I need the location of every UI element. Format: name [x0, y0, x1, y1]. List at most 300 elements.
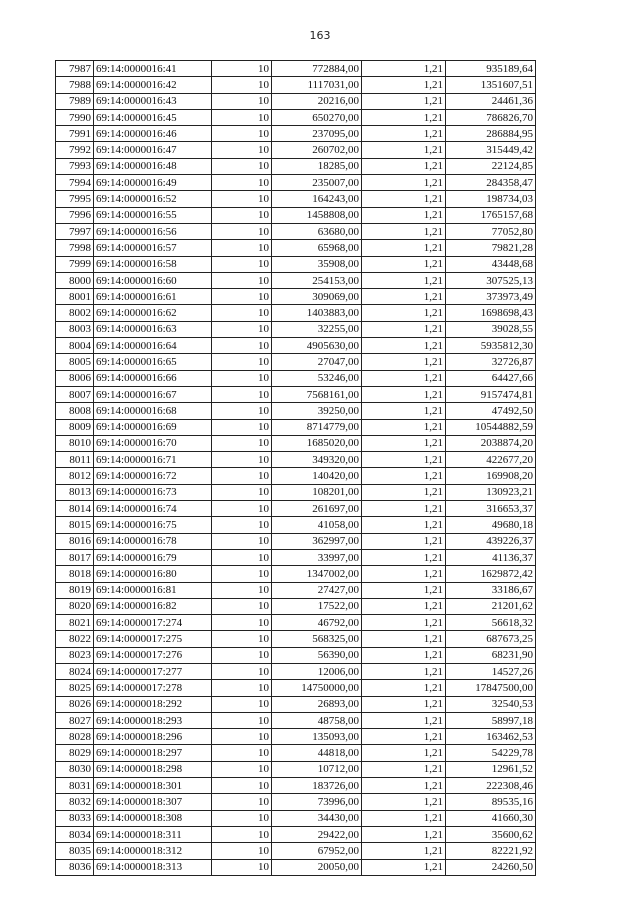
code-cell: 10	[212, 289, 272, 305]
coefficient-cell: 1,21	[362, 93, 446, 109]
cadastral-number-cell: 69:14:0000016:80	[94, 566, 212, 582]
table-row	[56, 712, 536, 728]
coefficient-cell: 1,21	[362, 142, 446, 158]
cadastral-value-cell: 254153,00	[272, 272, 362, 288]
cadastral-number-cell: 69:14:0000018:311	[94, 826, 212, 842]
code-cell: 10	[212, 175, 272, 191]
result-value-cell: 439226,37	[446, 533, 536, 549]
result-value-cell: 39028,55	[446, 321, 536, 337]
cadastral-number-cell: 69:14:0000018:292	[94, 696, 212, 712]
table-row	[56, 386, 536, 402]
coefficient-cell: 1,21	[362, 419, 446, 435]
code-cell: 10	[212, 354, 272, 370]
code-cell: 10	[212, 810, 272, 826]
cadastral-number-cell: 69:14:0000016:78	[94, 533, 212, 549]
result-value-cell: 316653,37	[446, 501, 536, 517]
coefficient-cell: 1,21	[362, 109, 446, 125]
cadastral-value-cell: 261697,00	[272, 501, 362, 517]
cadastral-number-cell: 69:14:0000016:75	[94, 517, 212, 533]
code-cell: 10	[212, 712, 272, 728]
cadastral-number-cell: 69:14:0000018:293	[94, 712, 212, 728]
coefficient-cell: 1,21	[362, 549, 446, 565]
result-value-cell: 1351607,51	[446, 77, 536, 93]
code-cell: 10	[212, 191, 272, 207]
code-cell: 10	[212, 61, 272, 77]
row-number-cell: 7989	[56, 93, 94, 109]
code-cell: 10	[212, 566, 272, 582]
cadastral-value-cell: 32255,00	[272, 321, 362, 337]
table-row	[56, 810, 536, 826]
cadastral-number-cell: 69:14:0000016:82	[94, 598, 212, 614]
cadastral-number-cell: 69:14:0000016:62	[94, 305, 212, 321]
coefficient-cell: 1,21	[362, 207, 446, 223]
cadastral-value-cell: 46792,00	[272, 615, 362, 631]
row-number-cell: 8008	[56, 403, 94, 419]
code-cell: 10	[212, 142, 272, 158]
coefficient-cell: 1,21	[362, 435, 446, 451]
coefficient-cell: 1,21	[362, 566, 446, 582]
row-number-cell: 8002	[56, 305, 94, 321]
coefficient-cell: 1,21	[362, 729, 446, 745]
coefficient-cell: 1,21	[362, 240, 446, 256]
cadastral-value-cell: 140420,00	[272, 468, 362, 484]
coefficient-cell: 1,21	[362, 338, 446, 354]
table-row	[56, 598, 536, 614]
row-number-cell: 8003	[56, 321, 94, 337]
coefficient-cell: 1,21	[362, 712, 446, 728]
result-value-cell: 315449,42	[446, 142, 536, 158]
cadastral-number-cell: 69:14:0000016:68	[94, 403, 212, 419]
cadastral-value-cell: 35908,00	[272, 256, 362, 272]
row-number-cell: 7996	[56, 207, 94, 223]
row-number-cell: 7988	[56, 77, 94, 93]
cadastral-number-cell: 69:14:0000018:313	[94, 859, 212, 875]
code-cell: 10	[212, 696, 272, 712]
cadastral-number-cell: 69:14:0000016:65	[94, 354, 212, 370]
code-cell: 10	[212, 240, 272, 256]
result-value-cell: 198734,03	[446, 191, 536, 207]
cadastral-value-cell: 65968,00	[272, 240, 362, 256]
cadastral-value-cell: 1347002,00	[272, 566, 362, 582]
cadastral-number-cell: 69:14:0000016:52	[94, 191, 212, 207]
cadastral-value-cell: 41058,00	[272, 517, 362, 533]
coefficient-cell: 1,21	[362, 126, 446, 142]
row-number-cell: 8007	[56, 386, 94, 402]
row-number-cell: 7987	[56, 61, 94, 77]
coefficient-cell: 1,21	[362, 517, 446, 533]
code-cell: 10	[212, 403, 272, 419]
table-row	[56, 207, 536, 223]
row-number-cell: 8014	[56, 501, 94, 517]
code-cell: 10	[212, 761, 272, 777]
result-value-cell: 64427,66	[446, 370, 536, 386]
coefficient-cell: 1,21	[362, 223, 446, 239]
cadastral-value-cell: 39250,00	[272, 403, 362, 419]
cadastral-number-cell: 69:14:0000018:301	[94, 778, 212, 794]
table-row	[56, 843, 536, 859]
cadastral-number-cell: 69:14:0000016:45	[94, 109, 212, 125]
row-number-cell: 8017	[56, 549, 94, 565]
row-number-cell: 7992	[56, 142, 94, 158]
table-row	[56, 696, 536, 712]
code-cell: 10	[212, 615, 272, 631]
row-number-cell: 8033	[56, 810, 94, 826]
cadastral-number-cell: 69:14:0000016:64	[94, 338, 212, 354]
cadastral-number-cell: 69:14:0000018:296	[94, 729, 212, 745]
coefficient-cell: 1,21	[362, 843, 446, 859]
coefficient-cell: 1,21	[362, 859, 446, 875]
cadastral-value-cell: 20050,00	[272, 859, 362, 875]
code-cell: 10	[212, 794, 272, 810]
cadastral-number-cell: 69:14:0000016:58	[94, 256, 212, 272]
cadastral-value-cell: 34430,00	[272, 810, 362, 826]
coefficient-cell: 1,21	[362, 663, 446, 679]
table-row	[56, 631, 536, 647]
result-value-cell: 1765157,68	[446, 207, 536, 223]
cadastral-number-cell: 69:14:0000016:41	[94, 61, 212, 77]
code-cell: 10	[212, 598, 272, 614]
cadastral-value-cell: 108201,00	[272, 484, 362, 500]
result-value-cell: 21201,62	[446, 598, 536, 614]
table-row	[56, 452, 536, 468]
cadastral-value-cell: 650270,00	[272, 109, 362, 125]
table-row	[56, 745, 536, 761]
cadastral-number-cell: 69:14:0000016:56	[94, 223, 212, 239]
row-number-cell: 8000	[56, 272, 94, 288]
coefficient-cell: 1,21	[362, 778, 446, 794]
code-cell: 10	[212, 680, 272, 696]
table-row	[56, 142, 536, 158]
table-row	[56, 582, 536, 598]
cadastral-number-cell: 69:14:0000016:71	[94, 452, 212, 468]
row-number-cell: 8020	[56, 598, 94, 614]
row-number-cell: 8035	[56, 843, 94, 859]
table-row	[56, 501, 536, 517]
row-number-cell: 8021	[56, 615, 94, 631]
coefficient-cell: 1,21	[362, 745, 446, 761]
code-cell: 10	[212, 272, 272, 288]
table-row	[56, 93, 536, 109]
code-cell: 10	[212, 77, 272, 93]
cadastral-number-cell: 69:14:0000016:79	[94, 549, 212, 565]
cadastral-number-cell: 69:14:0000016:47	[94, 142, 212, 158]
result-value-cell: 307525,13	[446, 272, 536, 288]
cadastral-value-cell: 1117031,00	[272, 77, 362, 93]
table-row	[56, 794, 536, 810]
page-number: 163	[309, 29, 331, 42]
cadastral-value-cell: 235007,00	[272, 175, 362, 191]
coefficient-cell: 1,21	[362, 191, 446, 207]
row-number-cell: 8010	[56, 435, 94, 451]
code-cell: 10	[212, 549, 272, 565]
row-number-cell: 8029	[56, 745, 94, 761]
result-value-cell: 5935812,30	[446, 338, 536, 354]
result-value-cell: 35600,62	[446, 826, 536, 842]
table-row	[56, 517, 536, 533]
table-row	[56, 403, 536, 419]
code-cell: 10	[212, 158, 272, 174]
row-number-cell: 7998	[56, 240, 94, 256]
cadastral-number-cell: 69:14:0000016:60	[94, 272, 212, 288]
row-number-cell: 8028	[56, 729, 94, 745]
coefficient-cell: 1,21	[362, 403, 446, 419]
table-row	[56, 468, 536, 484]
cadastral-number-cell: 69:14:0000016:57	[94, 240, 212, 256]
row-number-cell: 8012	[56, 468, 94, 484]
code-cell: 10	[212, 338, 272, 354]
table-body	[56, 61, 536, 876]
cadastral-value-cell: 4905630,00	[272, 338, 362, 354]
cadastral-value-cell: 362997,00	[272, 533, 362, 549]
result-value-cell: 687673,25	[446, 631, 536, 647]
cadastral-value-cell: 44818,00	[272, 745, 362, 761]
cadastral-number-cell: 69:14:0000018:297	[94, 745, 212, 761]
table-row	[56, 484, 536, 500]
row-number-cell: 8005	[56, 354, 94, 370]
result-value-cell: 373973,49	[446, 289, 536, 305]
code-cell: 10	[212, 468, 272, 484]
coefficient-cell: 1,21	[362, 256, 446, 272]
code-cell: 10	[212, 729, 272, 745]
result-value-cell: 68231,90	[446, 647, 536, 663]
cadastral-value-cell: 568325,00	[272, 631, 362, 647]
result-value-cell: 286884,95	[446, 126, 536, 142]
coefficient-cell: 1,21	[362, 354, 446, 370]
cadastral-value-cell: 135093,00	[272, 729, 362, 745]
cadastral-value-cell: 53246,00	[272, 370, 362, 386]
table-row	[56, 647, 536, 663]
table-row	[56, 240, 536, 256]
code-cell: 10	[212, 582, 272, 598]
row-number-cell: 8001	[56, 289, 94, 305]
result-value-cell: 32540,53	[446, 696, 536, 712]
code-cell: 10	[212, 859, 272, 875]
code-cell: 10	[212, 93, 272, 109]
result-value-cell: 33186,67	[446, 582, 536, 598]
coefficient-cell: 1,21	[362, 533, 446, 549]
code-cell: 10	[212, 435, 272, 451]
cadastral-number-cell: 69:14:0000016:49	[94, 175, 212, 191]
row-number-cell: 8024	[56, 663, 94, 679]
cadastral-number-cell: 69:14:0000016:73	[94, 484, 212, 500]
row-number-cell: 8027	[56, 712, 94, 728]
table-row	[56, 566, 536, 582]
result-value-cell: 169908,20	[446, 468, 536, 484]
coefficient-cell: 1,21	[362, 61, 446, 77]
row-number-cell: 7995	[56, 191, 94, 207]
result-value-cell: 58997,18	[446, 712, 536, 728]
row-number-cell: 7999	[56, 256, 94, 272]
result-value-cell: 163462,53	[446, 729, 536, 745]
code-cell: 10	[212, 517, 272, 533]
coefficient-cell: 1,21	[362, 305, 446, 321]
row-number-cell: 8011	[56, 452, 94, 468]
result-value-cell: 10544882,59	[446, 419, 536, 435]
coefficient-cell: 1,21	[362, 810, 446, 826]
code-cell: 10	[212, 419, 272, 435]
coefficient-cell: 1,21	[362, 484, 446, 500]
coefficient-cell: 1,21	[362, 631, 446, 647]
cadastral-value-cell: 63680,00	[272, 223, 362, 239]
result-value-cell: 284358,47	[446, 175, 536, 191]
cadastral-value-cell: 349320,00	[272, 452, 362, 468]
code-cell: 10	[212, 223, 272, 239]
cadastral-number-cell: 69:14:0000018:298	[94, 761, 212, 777]
row-number-cell: 8006	[56, 370, 94, 386]
cadastral-number-cell: 69:14:0000016:43	[94, 93, 212, 109]
table-row	[56, 419, 536, 435]
table-row	[56, 289, 536, 305]
result-value-cell: 1698698,43	[446, 305, 536, 321]
table-row	[56, 778, 536, 794]
coefficient-cell: 1,21	[362, 501, 446, 517]
cadastral-value-cell: 27047,00	[272, 354, 362, 370]
row-number-cell: 7991	[56, 126, 94, 142]
row-number-cell: 8030	[56, 761, 94, 777]
row-number-cell: 8019	[56, 582, 94, 598]
code-cell: 10	[212, 370, 272, 386]
code-cell: 10	[212, 207, 272, 223]
cadastral-number-cell: 69:14:0000016:46	[94, 126, 212, 142]
result-value-cell: 14527,26	[446, 663, 536, 679]
row-number-cell: 8022	[56, 631, 94, 647]
code-cell: 10	[212, 826, 272, 842]
code-cell: 10	[212, 533, 272, 549]
cadastral-value-cell: 1685020,00	[272, 435, 362, 451]
row-number-cell: 7994	[56, 175, 94, 191]
result-value-cell: 12961,52	[446, 761, 536, 777]
code-cell: 10	[212, 647, 272, 663]
cadastral-value-cell: 27427,00	[272, 582, 362, 598]
cadastral-value-cell: 67952,00	[272, 843, 362, 859]
cadastral-number-cell: 69:14:0000016:69	[94, 419, 212, 435]
row-number-cell: 8004	[56, 338, 94, 354]
result-value-cell: 24461,36	[446, 93, 536, 109]
result-value-cell: 41136,37	[446, 549, 536, 565]
result-value-cell: 41660,30	[446, 810, 536, 826]
coefficient-cell: 1,21	[362, 452, 446, 468]
cadastral-number-cell: 69:14:0000017:278	[94, 680, 212, 696]
code-cell: 10	[212, 109, 272, 125]
coefficient-cell: 1,21	[362, 77, 446, 93]
cadastral-number-cell: 69:14:0000016:48	[94, 158, 212, 174]
table-row	[56, 826, 536, 842]
cadastral-value-cell: 772884,00	[272, 61, 362, 77]
table-row	[56, 191, 536, 207]
coefficient-cell: 1,21	[362, 794, 446, 810]
table-row	[56, 533, 536, 549]
code-cell: 10	[212, 126, 272, 142]
cadastral-number-cell: 69:14:0000017:275	[94, 631, 212, 647]
cadastral-number-cell: 69:14:0000016:66	[94, 370, 212, 386]
code-cell: 10	[212, 305, 272, 321]
table-row	[56, 615, 536, 631]
row-number-cell: 8036	[56, 859, 94, 875]
table-row	[56, 256, 536, 272]
result-value-cell: 17847500,00	[446, 680, 536, 696]
cadastral-number-cell: 69:14:0000016:42	[94, 77, 212, 93]
coefficient-cell: 1,21	[362, 272, 446, 288]
cadastral-value-cell: 26893,00	[272, 696, 362, 712]
cadastral-value-cell: 56390,00	[272, 647, 362, 663]
row-number-cell: 7997	[56, 223, 94, 239]
cadastral-number-cell: 69:14:0000017:277	[94, 663, 212, 679]
code-cell: 10	[212, 256, 272, 272]
cadastral-number-cell: 69:14:0000016:61	[94, 289, 212, 305]
cadastral-value-cell: 48758,00	[272, 712, 362, 728]
cadastral-value-cell: 20216,00	[272, 93, 362, 109]
table-row	[56, 77, 536, 93]
row-number-cell: 8026	[56, 696, 94, 712]
table-row	[56, 354, 536, 370]
row-number-cell: 8031	[56, 778, 94, 794]
table-row	[56, 223, 536, 239]
cadastral-value-table	[55, 60, 536, 876]
row-number-cell: 8009	[56, 419, 94, 435]
row-number-cell: 7993	[56, 158, 94, 174]
code-cell: 10	[212, 321, 272, 337]
result-value-cell: 54229,78	[446, 745, 536, 761]
table-row	[56, 761, 536, 777]
result-value-cell: 24260,50	[446, 859, 536, 875]
result-value-cell: 32726,87	[446, 354, 536, 370]
coefficient-cell: 1,21	[362, 468, 446, 484]
cadastral-number-cell: 69:14:0000016:63	[94, 321, 212, 337]
cadastral-number-cell: 69:14:0000017:276	[94, 647, 212, 663]
coefficient-cell: 1,21	[362, 680, 446, 696]
cadastral-number-cell: 69:14:0000016:81	[94, 582, 212, 598]
cadastral-value-cell: 10712,00	[272, 761, 362, 777]
coefficient-cell: 1,21	[362, 696, 446, 712]
result-value-cell: 422677,20	[446, 452, 536, 468]
coefficient-cell: 1,21	[362, 761, 446, 777]
cadastral-value-cell: 7568161,00	[272, 386, 362, 402]
table-row	[56, 663, 536, 679]
cadastral-value-cell: 14750000,00	[272, 680, 362, 696]
cadastral-value-cell: 18285,00	[272, 158, 362, 174]
cadastral-number-cell: 69:14:0000016:74	[94, 501, 212, 517]
cadastral-number-cell: 69:14:0000016:67	[94, 386, 212, 402]
cadastral-value-cell: 12006,00	[272, 663, 362, 679]
cadastral-value-cell: 33997,00	[272, 549, 362, 565]
result-value-cell: 56618,32	[446, 615, 536, 631]
cadastral-value-cell: 183726,00	[272, 778, 362, 794]
coefficient-cell: 1,21	[362, 582, 446, 598]
cadastral-value-cell: 237095,00	[272, 126, 362, 142]
code-cell: 10	[212, 501, 272, 517]
coefficient-cell: 1,21	[362, 647, 446, 663]
code-cell: 10	[212, 631, 272, 647]
code-cell: 10	[212, 484, 272, 500]
cadastral-value-cell: 260702,00	[272, 142, 362, 158]
row-number-cell: 8025	[56, 680, 94, 696]
result-value-cell: 89535,16	[446, 794, 536, 810]
result-value-cell: 786826,70	[446, 109, 536, 125]
table-row	[56, 158, 536, 174]
code-cell: 10	[212, 386, 272, 402]
cadastral-value-cell: 73996,00	[272, 794, 362, 810]
table-row	[56, 549, 536, 565]
cadastral-value-cell: 17522,00	[272, 598, 362, 614]
cadastral-number-cell: 69:14:0000016:70	[94, 435, 212, 451]
row-number-cell: 8016	[56, 533, 94, 549]
table-row	[56, 859, 536, 875]
code-cell: 10	[212, 663, 272, 679]
coefficient-cell: 1,21	[362, 370, 446, 386]
coefficient-cell: 1,21	[362, 598, 446, 614]
result-value-cell: 130923,21	[446, 484, 536, 500]
result-value-cell: 222308,46	[446, 778, 536, 794]
